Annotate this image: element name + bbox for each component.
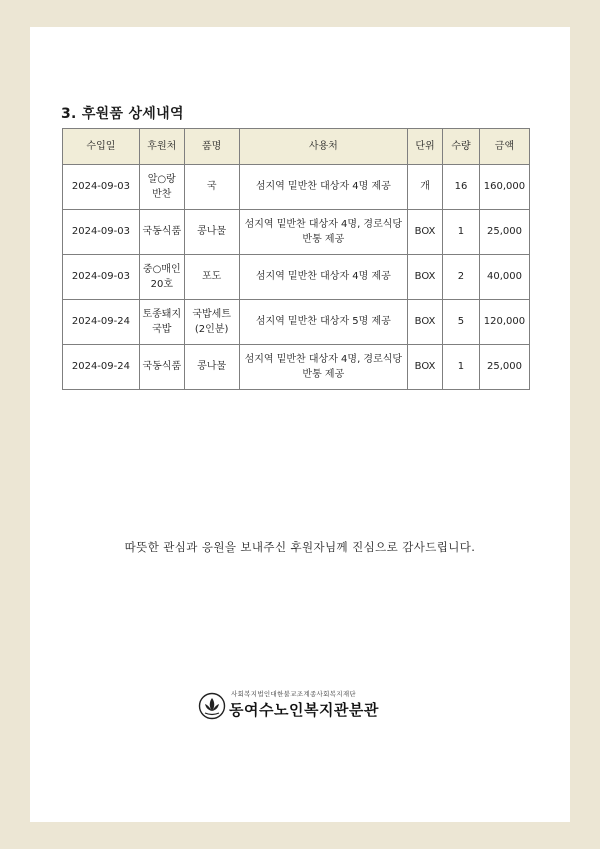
cell-item: 콩나물	[184, 345, 239, 390]
cell-unit: BOX	[408, 210, 443, 255]
donation-detail-table	[62, 128, 530, 390]
cell-date: 2024-09-03	[63, 165, 140, 210]
org-affiliation: 사회복지법인대한불교조계종사회복지재단	[231, 690, 357, 698]
header-date: 수입일	[63, 129, 140, 165]
cell-amount: 25,000	[479, 345, 529, 390]
cell-qty: 1	[443, 345, 480, 390]
cell-usage: 섬지역 밑반찬 대상자 4명, 경로식당 반통 제공	[239, 345, 407, 390]
cell-unit: BOX	[408, 345, 443, 390]
cell-donor: 국동식품	[139, 210, 184, 255]
cell-donor: 토종돼지국밥	[139, 300, 184, 345]
header-unit: 단위	[408, 129, 443, 165]
org-footer	[198, 689, 418, 723]
table-header-row	[63, 129, 530, 165]
table-row	[63, 345, 530, 390]
cell-date: 2024-09-03	[63, 210, 140, 255]
cell-amount: 40,000	[479, 255, 529, 300]
cell-qty: 5	[443, 300, 480, 345]
cell-item: 국밥세트 (2인분)	[184, 300, 239, 345]
section-title: 3. 후원품 상세내역	[61, 106, 184, 122]
cell-date: 2024-09-03	[63, 255, 140, 300]
lotus-logo-icon	[198, 692, 226, 720]
cell-item: 국	[184, 165, 239, 210]
header-donor: 후원처	[139, 129, 184, 165]
cell-date: 2024-09-24	[63, 300, 140, 345]
cell-usage: 섬지역 밑반찬 대상자 4명 제공	[239, 255, 407, 300]
cell-unit: 개	[408, 165, 443, 210]
cell-usage: 섬지역 밑반찬 대상자 5명 제공	[239, 300, 407, 345]
cell-donor: 국동식품	[139, 345, 184, 390]
cell-unit: BOX	[408, 255, 443, 300]
cell-qty: 1	[443, 210, 480, 255]
document-page	[30, 27, 570, 822]
table-row	[63, 300, 530, 345]
cell-unit: BOX	[408, 300, 443, 345]
cell-item: 콩나물	[184, 210, 239, 255]
header-qty: 수량	[443, 129, 480, 165]
cell-donor: 알○랑 반찬	[139, 165, 184, 210]
table-row	[63, 255, 530, 300]
cell-item: 포도	[184, 255, 239, 300]
cell-qty: 16	[443, 165, 480, 210]
cell-amount: 25,000	[479, 210, 529, 255]
cell-qty: 2	[443, 255, 480, 300]
table-row	[63, 165, 530, 210]
table-row	[63, 210, 530, 255]
org-name: 동여수노인복지관분관	[229, 701, 379, 719]
thanks-message: 따뜻한 관심과 응원을 보내주신 후원자님께 진심으로 감사드립니다.	[124, 540, 476, 554]
header-amount: 금액	[479, 129, 529, 165]
cell-usage: 섬지역 밑반찬 대상자 4명, 경로식당 반통 제공	[239, 210, 407, 255]
cell-amount: 160,000	[479, 165, 529, 210]
header-item: 품명	[184, 129, 239, 165]
cell-usage: 섬지역 밑반찬 대상자 4명 제공	[239, 165, 407, 210]
header-usage: 사용처	[239, 129, 407, 165]
cell-amount: 120,000	[479, 300, 529, 345]
cell-donor: 중○매인20호	[139, 255, 184, 300]
cell-date: 2024-09-24	[63, 345, 140, 390]
